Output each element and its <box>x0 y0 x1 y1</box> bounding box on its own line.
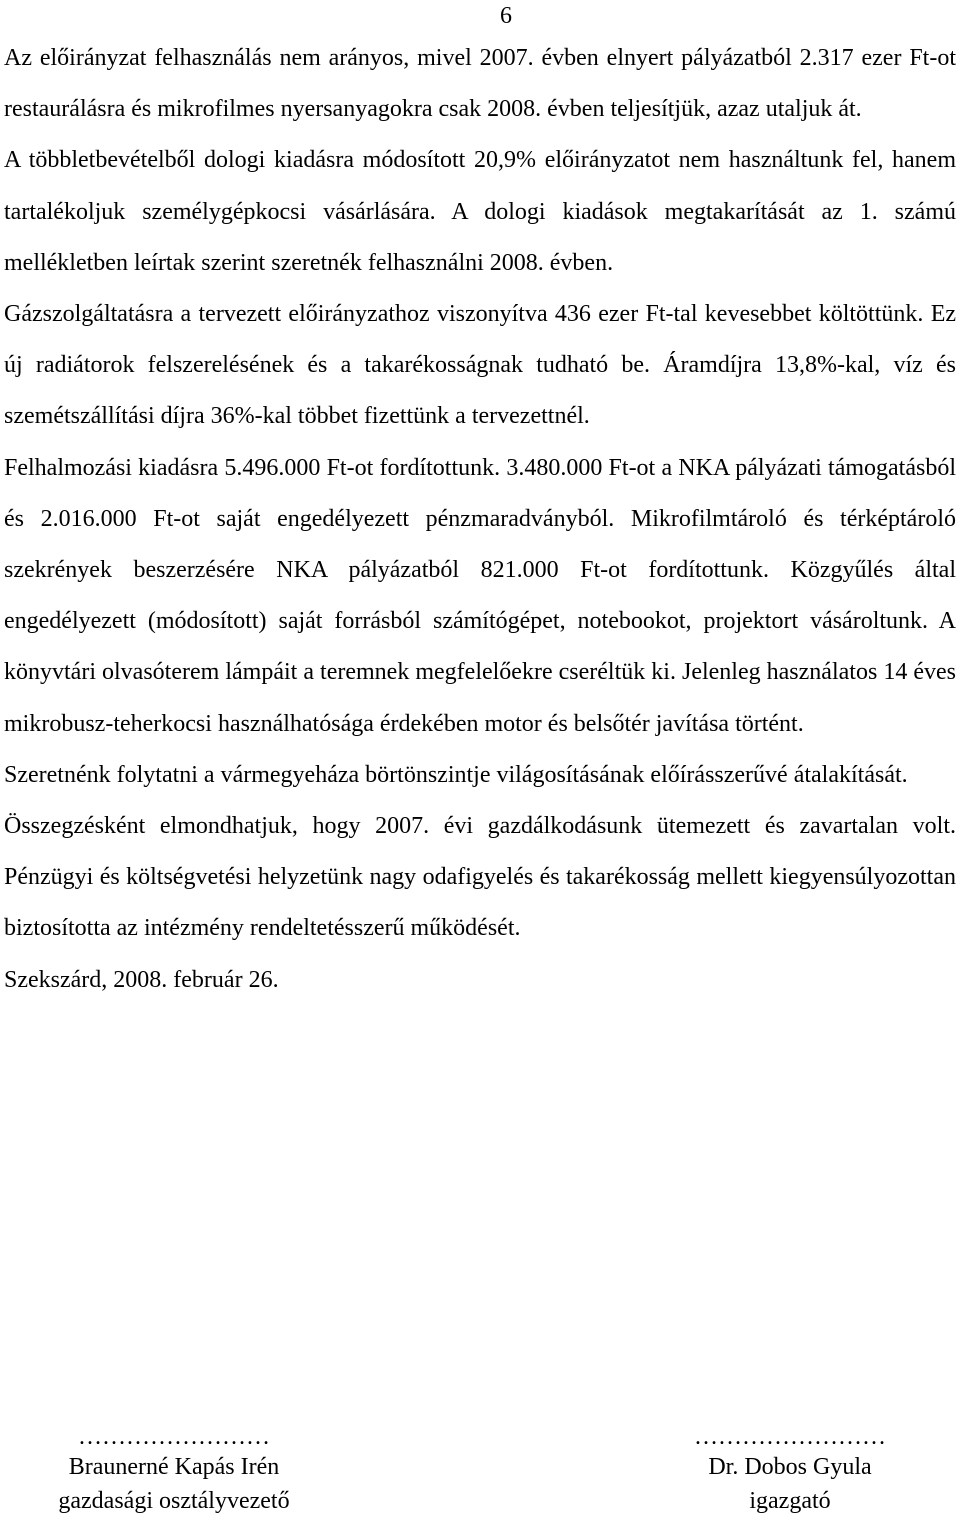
signatory-name-left: Braunerné Kapás Irén <box>68 1454 280 1480</box>
document-body <box>4 33 956 1006</box>
signature-line-left: …………………… <box>78 1424 270 1450</box>
paragraph-capital-expenditure: Felhalmozási kiadásra 5.496.000 Ft-ot fordítottunk. 3.480.000 Ft-ot a NKA pályázati támogatásból és 2.016.000 Ft-ot saját engedélyezett pénzmaradványból. Mikrofilmtároló és térképtároló szekrények beszerzésére NKA pályázatból 821.000 Ft-ot fordítottunk. Közgyűlés által engedélyezett (módosított) saját forrásból számítógépet, notebookot, projektort vásároltunk. A könyvtári olvasóterem lámpáit a teremnek megfelelőekre cseréltük ki. Jelenleg használatos 14 éves mikrobusz-teherkocsi használhatósága érdekében motor és belsőtér javítása történt. <box>4 454 956 737</box>
paragraph-future-plans: Szeretnénk folytatni a vármegyeháza börtönszintje világosításának előírásszerűvé átalakítását. <box>4 761 908 788</box>
paragraph-extra-revenue: A többletbevételből dologi kiadásra módosított 20,9% előirányzatot nem használtunk fel, hanem tartalékoljuk személygépkocsi vásárlására. A dologi kiadások megtakarítását az 1. számú mellékletben leírtak szerint szeretnék felhasználni 2008. évben. <box>4 147 956 276</box>
signatory-title-left: gazdasági osztályvezető <box>58 1488 290 1514</box>
paragraph-utility-costs: Gázszolgáltatásra a tervezett előirányzathoz viszonyítva 436 ezer Ft-tal kevesebbet költöttünk. Ez új radiátorok felszerelésének és a takarékosságnak tudható be. Áramdíjra 13,8%-kal, víz és szemétszállítási díjra 36%-kal többet fizettünk a tervezettnél. <box>4 301 956 430</box>
signature-line-right: …………………… <box>694 1424 886 1450</box>
signature-block-right <box>630 1424 950 1518</box>
page-number: 6 <box>500 3 512 29</box>
paragraph-appropriation-usage: Az előirányzat felhasználás nem arányos, mivel 2007. évben elnyert pályázatból 2.317 ezer Ft-ot restaurálásra és mikrofilmes nyersanyagokra csak 2008. évben teljesítjük, azaz utaljuk át. <box>4 45 956 123</box>
paragraph-summary: Összegzésként elmondhatjuk, hogy 2007. évi gazdálkodásunk ütemezett és zavartalan volt. Pénzügyi és költségvetési helyzetünk nagy odafigyelés és takarékosság mellett kiegyensúlyozottan biztosította az intézmény rendeltetésszerű működését. <box>4 813 956 942</box>
signature-block-left <box>4 1424 344 1518</box>
signatory-name-right: Dr. Dobos Gyula <box>708 1454 872 1480</box>
place-and-date: Szekszárd, 2008. február 26. <box>4 966 279 993</box>
signatory-title-right: igazgató <box>749 1488 831 1514</box>
